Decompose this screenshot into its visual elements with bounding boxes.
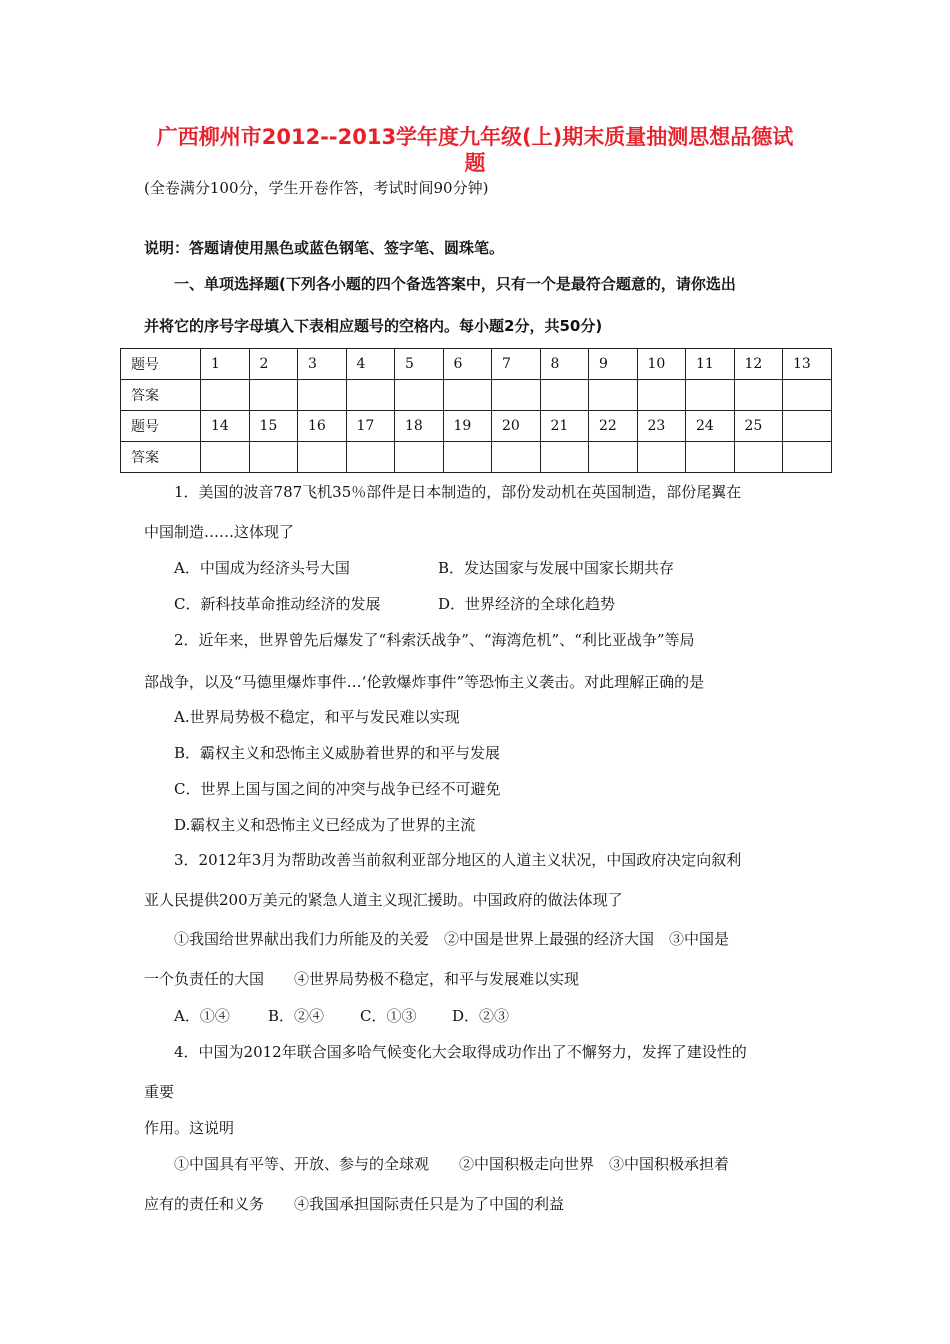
q1-stem-line1: 1．美国的波音787飞机35％部件是日本制造的，部份发动机在英国制造，部份尾翼在 (174, 483, 742, 501)
q2-stem-line2: 部战争，以及“马德里爆炸事件…‘伦敦爆炸事件”等恐怖主义袭击。对此理解正确的是 (144, 673, 705, 691)
answer-cell[interactable] (637, 442, 686, 473)
q1-option-b: B．发达国家与发展中国家长期共存 (438, 559, 675, 577)
number-cell (783, 411, 832, 442)
q2-option-a: A.世界局势极不稳定，和平与发民难以实现 (174, 708, 460, 726)
answer-table-row-answers-2 (121, 442, 832, 473)
answer-cell[interactable] (686, 442, 735, 473)
number-cell: 19 (443, 411, 492, 442)
answer-cell[interactable] (589, 380, 638, 411)
number-cell: 1 (201, 349, 250, 380)
answer-cell[interactable] (686, 380, 735, 411)
q3-option-b: B．②④ (268, 1007, 325, 1025)
number-cell: 21 (540, 411, 589, 442)
q2-option-b: B．霸权主义和恐怖主义威胁着世界的和平与发展 (174, 744, 501, 762)
q4-stem-line1: 4．中国为2012年联合国多哈气候变化大会取得成功作出了不懈努力，发挥了建设性的 (174, 1043, 747, 1061)
q2-option-c: C．世界上国与国之间的冲突与战争已经不可避免 (174, 780, 501, 798)
exam-title (140, 124, 810, 176)
answer-table-row-numbers-2 (121, 411, 832, 442)
number-cell: 10 (637, 349, 686, 380)
answer-cell[interactable] (201, 380, 250, 411)
number-cell: 6 (443, 349, 492, 380)
exam-subtitle: (全卷满分100分，学生开卷作答，考试时间90分钟) (144, 179, 489, 197)
number-cell: 17 (346, 411, 395, 442)
q1-option-d: D．世界经济的全球化趋势 (438, 595, 616, 613)
answer-cell[interactable] (492, 442, 541, 473)
number-cell: 18 (395, 411, 444, 442)
q4-stem-line2: 重要 (144, 1083, 175, 1101)
q3-option-a: A．①④ (174, 1007, 230, 1025)
answer-cell[interactable] (540, 442, 589, 473)
number-cell: 3 (298, 349, 347, 380)
number-cell: 11 (686, 349, 735, 380)
answer-cell[interactable] (443, 380, 492, 411)
answer-cell[interactable] (734, 442, 783, 473)
answer-cell[interactable] (201, 442, 250, 473)
answer-cell[interactable] (443, 442, 492, 473)
number-cell: 7 (492, 349, 541, 380)
q1-option-a: A．中国成为经济头号大国 (174, 559, 350, 577)
number-cell: 13 (783, 349, 832, 380)
number-cell: 12 (734, 349, 783, 380)
q3-stem-line2: 亚人民提供200万美元的紧急人道主义现汇援助。中国政府的做法体现了 (144, 891, 623, 909)
row-label-answer: 答案 (121, 380, 201, 411)
q3-stem-line1: 3．2012年3月为帮助改善当前叙利亚部分地区的人道主义状况，中国政府决定向叙利 (174, 851, 742, 869)
number-cell: 25 (734, 411, 783, 442)
q2-stem-line1: 2．近年来，世界曾先后爆发了“科索沃战争”、“海湾危机”、“利比亚战争”等局 (174, 631, 695, 649)
answer-cell[interactable] (492, 380, 541, 411)
exam-title-line2: 题 (464, 151, 486, 175)
q3-option-d: D．②③ (452, 1007, 510, 1025)
number-cell: 14 (201, 411, 250, 442)
q4-items-line1: ①中国具有平等、开放、参与的全球观 ②中国积极走向世界 ③中国积极承担着 (174, 1155, 730, 1173)
answer-cell[interactable] (346, 380, 395, 411)
number-cell: 8 (540, 349, 589, 380)
q3-items-line2: 一个负责任的大国 ④世界局势极不稳定，和平与发展难以实现 (144, 970, 580, 988)
answer-cell[interactable] (249, 380, 298, 411)
number-cell: 5 (395, 349, 444, 380)
number-cell: 24 (686, 411, 735, 442)
q4-stem-line3: 作用。这说明 (144, 1119, 235, 1137)
q1-stem-line2: 中国制造……这体现了 (144, 523, 295, 541)
answer-cell[interactable] (346, 442, 395, 473)
number-cell: 16 (298, 411, 347, 442)
number-cell: 15 (249, 411, 298, 442)
q2-option-d: D.霸权主义和恐怖主义已经成为了世界的主流 (174, 816, 476, 834)
q4-items-line2: 应有的责任和义务 ④我国承担国际责任只是为了中国的利益 (144, 1195, 565, 1213)
answer-cell[interactable] (249, 442, 298, 473)
section1-heading-line1: 一、单项选择题(下列各小题的四个备选答案中，只有一个是最符合题意的，请你选出 (174, 275, 736, 293)
answer-cell[interactable] (298, 442, 347, 473)
answer-cell[interactable] (395, 380, 444, 411)
number-cell: 22 (589, 411, 638, 442)
row-label-answer: 答案 (121, 442, 201, 473)
answer-cell[interactable] (540, 380, 589, 411)
q1-option-c: C．新科技革命推动经济的发展 (174, 595, 381, 613)
answer-cell[interactable] (637, 380, 686, 411)
answer-cell[interactable] (783, 380, 832, 411)
answer-table-row-numbers-1 (121, 349, 832, 380)
q3-items-line1: ①我国给世界献出我们力所能及的关爱 ②中国是世界上最强的经济大国 ③中国是 (174, 930, 730, 948)
answer-table-row-answers-1 (121, 380, 832, 411)
number-cell: 2 (249, 349, 298, 380)
exam-title-line1: 广西柳州市2012--2013学年度九年级(上)期末质量抽测思想品德试 (156, 125, 794, 149)
number-cell: 9 (589, 349, 638, 380)
answer-cell[interactable] (298, 380, 347, 411)
answer-cell[interactable] (589, 442, 638, 473)
number-cell: 4 (346, 349, 395, 380)
row-label-number: 题号 (121, 411, 201, 442)
number-cell: 23 (637, 411, 686, 442)
answer-cell[interactable] (783, 442, 832, 473)
row-label-number: 题号 (121, 349, 201, 380)
answer-table (120, 348, 832, 473)
answer-cell[interactable] (395, 442, 444, 473)
section1-heading-line2: 并将它的序号字母填入下表相应题号的空格内。每小题2分，共50分) (144, 317, 603, 335)
number-cell: 20 (492, 411, 541, 442)
answer-cell[interactable] (734, 380, 783, 411)
instructions-note: 说明：答题请使用黑色或蓝色钢笔、签字笔、圆珠笔。 (144, 239, 505, 257)
q3-option-c: C．①③ (360, 1007, 417, 1025)
